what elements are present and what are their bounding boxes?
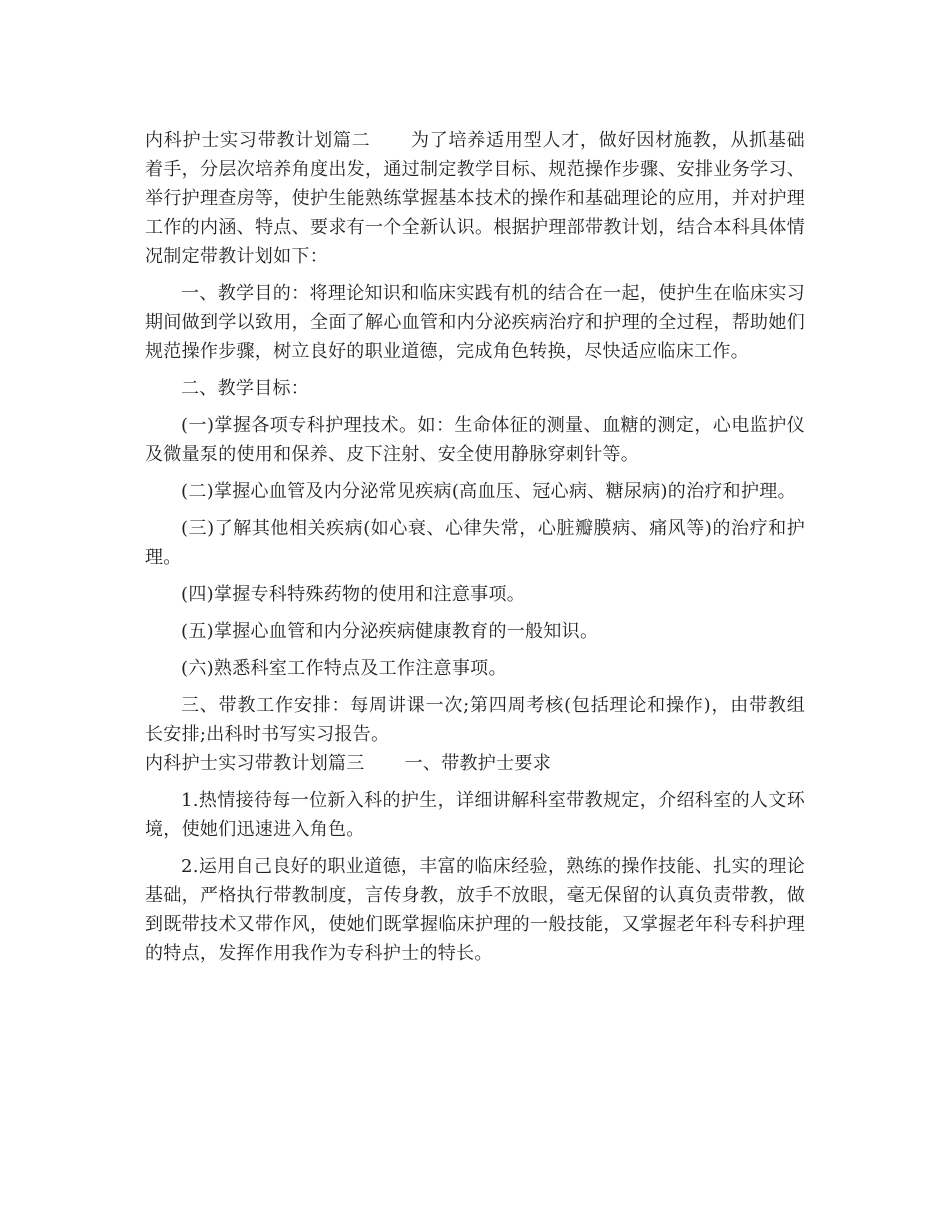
section2-heading: 内科护士实习带教计划篇二 — [145, 130, 371, 151]
section3-subheading: 一、带教护士要求 — [404, 753, 552, 774]
teaching-goals-title: 二、教学目标： — [181, 378, 310, 399]
section2-intro: 为了培养适用型人才，做好因材施教，从抓基础着手，分层次培养角度出发，通过制定教学目标、规范操作步骤、安排业务学习、举行护理查房等，使护生能熟练掌握基本技术的操作和基础理论的应用，并对护理工作的内涵、特点、要求有一个全新认识。根据护理部带教计划，结合本科具体情况制定带教计划如下： — [145, 130, 805, 267]
requirement-item-1: 1.热情接待每一位新入科的护生，详细讲解科室带教规定，介绍科室的人文环境，使她们迅速进入角色。 — [145, 790, 805, 840]
goal-item-1: (一)掌握各项专科护理技术。如：生命体征的测量、血糖的测定，心电监护仪及微量泵的使用和保养、皮下注射、安全使用静脉穿刺针等。 — [145, 415, 805, 465]
section2-heading-paragraph — [145, 126, 805, 271]
section3-heading-paragraph — [145, 749, 805, 778]
goal-item-5: (五)掌握心血管和内分泌疾病健康教育的一般知识。 — [181, 621, 599, 642]
goal-item-6: (六)熟悉科室工作特点及工作注意事项。 — [181, 658, 507, 679]
teaching-purpose-paragraph: 一、教学目的：将理论知识和临床实践有机的结合在一起，使护生在临床实习期间做到学以致用，全面了解心血管和内分泌疾病治疗和护理的全过程，帮助她们规范操作步骤，树立良好的职业道德，完成角色转换，尽快适应临床工作。 — [145, 283, 805, 362]
goal-item-4: (四)掌握专科特殊药物的使用和注意事项。 — [181, 584, 526, 605]
work-arrangement-paragraph: 三、带教工作安排：每周讲课一次;第四周考核(包括理论和操作)，由带教组长安排;出科时书写实习报告。 — [145, 695, 805, 745]
document-body — [145, 126, 805, 976]
section3-heading: 内科护士实习带教计划篇三 — [145, 753, 365, 774]
goal-item-2: (二)掌握心血管及内分泌常见疾病(高血压、冠心病、糖尿病)的治疗和护理。 — [181, 481, 796, 502]
goal-item-3: (三)了解其他相关疾病(如心衰、心律失常，心脏瓣膜病、痛风等)的治疗和护理。 — [145, 518, 805, 568]
requirement-item-2: 2.运用自己良好的职业道德，丰富的临床经验，熟练的操作技能、扎实的理论基础，严格执行带教制度，言传身教，放手不放眼，毫无保留的认真负责带教，做到既带技术又带作风，使她们既掌握临床护理的一般技能，又掌握老年科专科护理的特点，发挥作用我作为专科护士的特长。 — [145, 856, 805, 964]
